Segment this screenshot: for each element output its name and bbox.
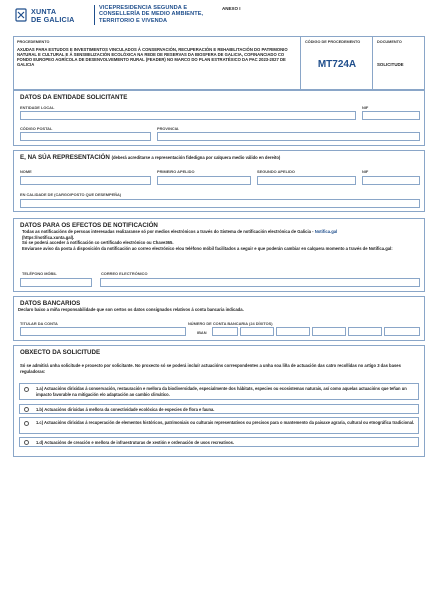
position-label: EN CALIDADE DE (CARGO/POSTO QUE DESEMPEÑA) bbox=[20, 192, 122, 197]
notification-section bbox=[13, 218, 425, 292]
entity-section-title: DATOS DA ENTIDADE SOLICITANTE bbox=[20, 94, 128, 101]
local-entity-input[interactable] bbox=[20, 111, 356, 120]
procedure-code-cell bbox=[301, 37, 373, 89]
procedure-title: AXUDAS PARA ESTUDOS E INVESTIMENTOS VINCULADOS Á CONSERVACIÓN, RECUPERACIÓN E REHABILITACIÓN DO PATRIMONIO NATURAL E CULTURAL E Á SENSIBILIZACIÓN ECOLÓXICA NA REDE DE RESERVAS DA BIOSFERA DE GALICIA, COFINANCIADO CO FONDO EUROPEO AGRÍCOLA DE DESENVOLVEMENTO RURAL (FEADER) NO MARCO DO PLAN ESTRATÉXICO DA PAC 2023-2027 DE GALICIA bbox=[17, 47, 288, 68]
bank-section bbox=[13, 296, 425, 341]
option-1c-radio[interactable] bbox=[24, 421, 29, 426]
option-1d-radio[interactable] bbox=[24, 440, 29, 445]
representative-nif-input[interactable] bbox=[362, 176, 420, 185]
option-1c-text: 1.c) Actuacións dirixidas á recuperación de elementos históricos, patrimoniais ou culturais representativos ou precisos para o mantemento da paisaxe agraria, cultural ou etnográfica tradicional. bbox=[36, 420, 415, 425]
procedure-description-cell bbox=[14, 37, 301, 89]
option-1b-radio[interactable] bbox=[24, 407, 29, 412]
notification-info: Todas as notificacións de persoas interesadas realizaranse só por medios electrónicos a través do Sistema de notificación electrónica de Galicia - Notifica.gal (https://notifica.xunta.gal). Só se poderá acceder á notificación co certificado electrónico ou Chave365. Enviarase aviso da posta á disposición da notificación ao correo electrónico e/ou teléfono móbil facilitados a seguir e que poderán cambiar en calquera momento a través de Notifica.gal: bbox=[22, 229, 393, 251]
notifica-link[interactable]: Notifica.gal bbox=[314, 229, 338, 234]
name-label: NOME bbox=[20, 169, 32, 174]
mobile-phone-input[interactable] bbox=[20, 278, 92, 287]
second-surname-label: SEGUNDO APELIDO bbox=[257, 169, 295, 174]
iban-label: IBAN bbox=[197, 330, 207, 335]
iban-segment-1[interactable] bbox=[212, 327, 238, 336]
entity-nif-input[interactable] bbox=[362, 111, 420, 120]
option-1a[interactable] bbox=[19, 383, 419, 400]
iban-segment-4[interactable] bbox=[312, 327, 346, 336]
header-divider bbox=[94, 5, 95, 25]
option-1d-text: 1.d) Actuacións de creación e mellora de infraestruturas de xestión e ordenación de usos recreativos. bbox=[36, 440, 235, 445]
postal-code-label: CÓDIGO POSTAL bbox=[20, 126, 53, 131]
entity-nif-label: NIF bbox=[362, 105, 369, 110]
option-1a-text: 1.a) Actuacións dirixidas á conservación, restauración e mellora da biodiversidade, especialmente dos hábitats, especies ou ecosistemas naturais, así como aquelas actuacións que teñan un impacto favorable na mitigación e/o adaptación ao cambio climático. bbox=[36, 386, 407, 397]
option-1a-radio[interactable] bbox=[24, 387, 29, 392]
object-section-title: OBXECTO DA SOLICITUDE bbox=[20, 349, 101, 356]
entity-section bbox=[13, 90, 425, 146]
xunta-emblem-icon bbox=[15, 8, 27, 22]
notification-section-title: DATOS PARA OS EFECTOS DE NOTIFICACIÓN bbox=[20, 222, 158, 229]
iban-segment-3[interactable] bbox=[276, 327, 310, 336]
email-label: CORREO ELECTRÓNICO bbox=[101, 271, 148, 276]
procedure-code: MT724A bbox=[317, 59, 357, 70]
annex-label: ANEXO I bbox=[222, 6, 241, 11]
option-1d[interactable] bbox=[19, 437, 419, 447]
document-cell bbox=[373, 37, 424, 89]
iban-segment-2[interactable] bbox=[240, 327, 274, 336]
procedure-box bbox=[13, 36, 425, 90]
object-section bbox=[13, 345, 425, 457]
procedure-label: PROCEDEMENTO bbox=[17, 40, 50, 44]
document-label: DOCUMENTO bbox=[377, 40, 402, 44]
department-name: VICEPRESIDENCIA SEGUNDA E CONSELLERÍA DE MEDIO AMBIENTE, TERRITORIO E VIVENDA bbox=[99, 5, 204, 24]
local-entity-label: ENTIDADE LOCAL bbox=[20, 105, 55, 110]
province-label: PROVINCIA bbox=[157, 126, 179, 131]
bank-section-title: DATOS BANCARIOS bbox=[20, 300, 81, 307]
second-surname-input[interactable] bbox=[257, 176, 356, 185]
postal-code-input[interactable] bbox=[20, 132, 151, 141]
province-input[interactable] bbox=[157, 132, 420, 141]
email-input[interactable] bbox=[100, 278, 420, 287]
first-surname-label: PRIMEIRO APELIDO bbox=[157, 169, 195, 174]
option-1c[interactable] bbox=[19, 417, 419, 434]
iban-segment-6[interactable] bbox=[384, 327, 420, 336]
iban-segment-5[interactable] bbox=[348, 327, 382, 336]
account-number-label: NÚMERO DE CONTA BANCARIA (24 DÍXITOS) bbox=[188, 321, 273, 326]
representation-section-title: E, NA SÚA REPRESENTACIÓN (deberá acreditarse a representación fidedigna por calquera medio válido en dereito) bbox=[20, 154, 281, 161]
account-holder-label: TITULAR DA CONTA bbox=[20, 321, 58, 326]
representative-nif-label: NIF bbox=[362, 169, 369, 174]
name-input[interactable] bbox=[20, 176, 151, 185]
object-intro: Só se admitirá unha solicitude e proxecto por solicitante. No proxecto só se poderá incluír actuacións correspondentes a unha soa liña de actuación das catro recollidas no artigo 3 das bases reguladoras: bbox=[20, 363, 401, 374]
representation-section bbox=[13, 150, 425, 212]
first-surname-input[interactable] bbox=[157, 176, 251, 185]
account-holder-input[interactable] bbox=[20, 327, 186, 336]
position-input[interactable] bbox=[20, 199, 420, 208]
mobile-phone-label: TELÉFONO MÓBIL bbox=[22, 271, 57, 276]
representation-note: (deberá acreditarse a representación fidedigna por calquera medio válido en dereito) bbox=[111, 155, 281, 160]
xunta-logo bbox=[15, 6, 95, 28]
option-1b-text: 1.b) Actuacións dirixidas á mellora da conectividade ecolóxica de especies de flora e fauna. bbox=[36, 407, 215, 412]
document-type: SOLICITUDE bbox=[377, 62, 404, 67]
bank-declaration: Declaro baixo a miña responsabilidade que son certos os datos consignados relativos á conta bancaria indicada. bbox=[18, 307, 244, 312]
option-1b[interactable] bbox=[19, 404, 419, 414]
procedure-code-label: CÓDIGO DE PROCEDEMENTO bbox=[305, 40, 361, 44]
logo-wordmark: XUNTA DE GALICIA bbox=[31, 7, 75, 25]
